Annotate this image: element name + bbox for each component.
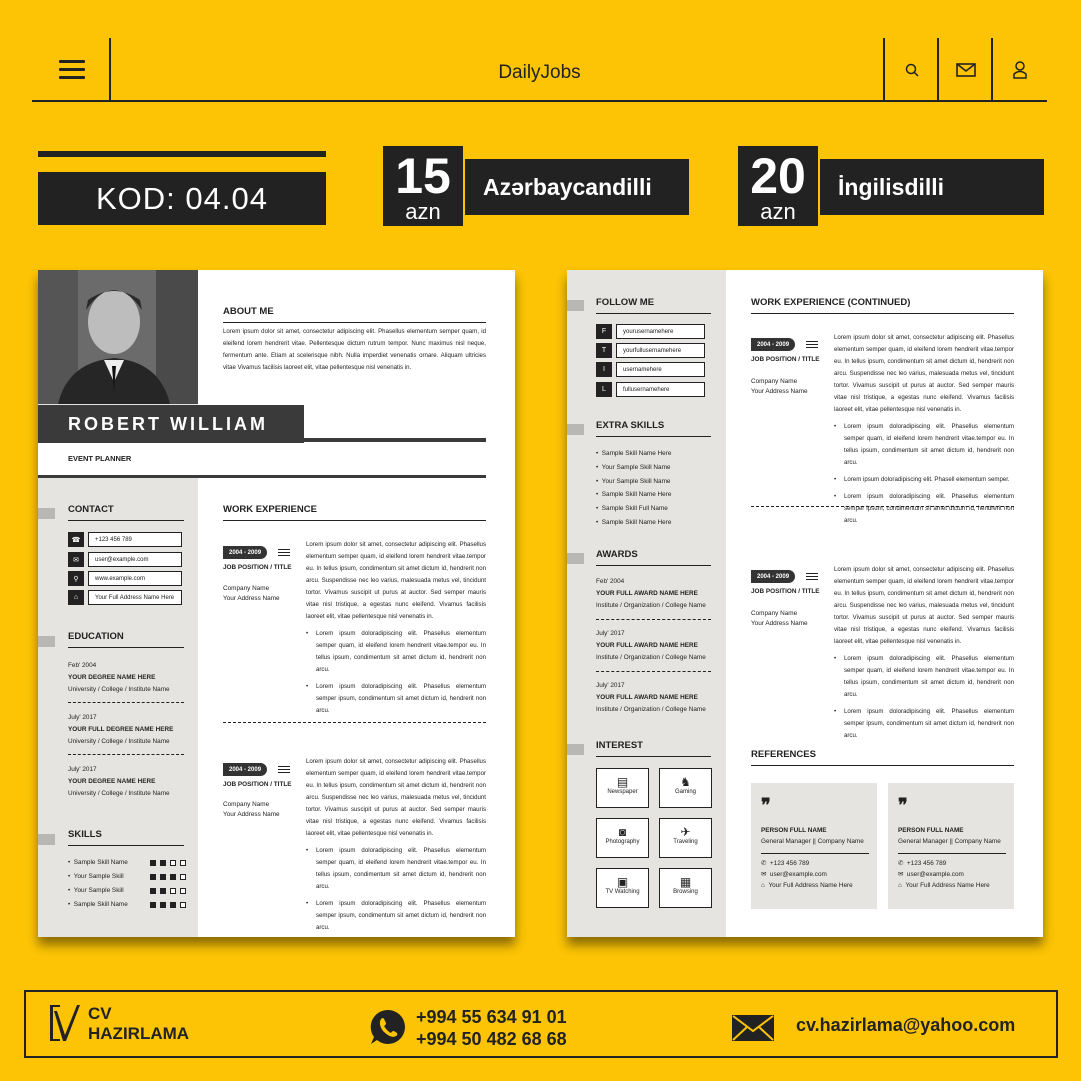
price-box-az	[383, 146, 463, 226]
profile-photo	[38, 270, 198, 404]
cv-name: ROBERT WILLIAM	[38, 405, 304, 443]
education-title: EDUCATION	[68, 631, 184, 648]
price-box-en	[738, 146, 818, 226]
skills-list: • Sample Skill Name • Your Sample Skill • Your Sample Skill • Sample Skill Name	[68, 856, 186, 912]
language-label-en: İngilisdilli	[820, 159, 1044, 215]
cv-logo-icon	[48, 1003, 82, 1048]
brand-title[interactable]: DailyJobs	[498, 62, 581, 83]
job-company: Company Name Your Address Name	[751, 378, 808, 395]
about-title: ABOUT ME	[223, 306, 486, 323]
job-description: Lorem ipsum dolor sit amet, consectetur adipiscing elit. Phasellus elementum semper quam, id eleifend lorem hendrerit vitae.tempor eu. In tellus ipsum, condimentum sit amet dictum id, hendrerit non arcu. Suspendisse nec leo varius, malesuada metus vel, tincidunt tortor. Vivamus suscipit ut purus at auctor. Sed semper mauris vitae nisl tristique, a egestas nunc eleifend. Vivamus facilisis laoreet elit, vitae pellentesque nisl venenatis in. • Lorem ipsum doloradipiscing elit. Phasellus elementum semper quam, id eleifend lorem hendrerit vitae.tempor eu. In tellus ipsum, condimentum sit amet dictum id, hendrerit non arcu. • Lorem ipsum doloradipiscing elit. Phasellus elementum semper ipsum, condimentum sit amet dictum id, hendrerit non arcu.	[834, 564, 1014, 742]
search-icon[interactable]	[885, 56, 939, 84]
camera-icon: ◙	[618, 825, 627, 839]
education-entry: Feb' 2004 YOUR DEGREE NAME HERE University / College / Institute Name	[68, 662, 170, 693]
tv-icon: ▣	[616, 875, 629, 889]
price-amount: 15	[395, 148, 451, 204]
interest-traveling: ✈ Traveling	[659, 818, 712, 858]
mail-icon[interactable]	[731, 1014, 775, 1047]
contact-website: ⚲ www.example.com	[68, 571, 182, 586]
skill-level	[150, 860, 186, 866]
award-entry: July' 2017 YOUR FULL AWARD NAME HERE Institute / Organization / College Name	[596, 682, 706, 713]
job-position: JOB POSITION / TITLE	[751, 356, 820, 363]
site-header	[32, 38, 1047, 102]
job-company: Company Name Your Address Name	[751, 610, 808, 627]
phone-icon: ☎	[68, 532, 84, 547]
references-title: REFERENCES	[751, 749, 1014, 766]
mail-icon[interactable]	[939, 56, 993, 84]
footer-email[interactable]: cv.hazirlama@yahoo.com	[796, 1015, 1016, 1035]
about-text: Lorem ipsum dolor sit amet, consectetur adipiscing elit. Phasellus elementum semper quam, id eleifend lorem hendrerit vitae. Pellentesque dictum rutrum tempor. Nunc maximus nisl neque, fermentum ante. Etiam at scelerisque nibh. Nulla imperdiet venenatis ornare. Aliquam ultricies vitae Vivamus facilisis laoreet elit, vitae pellentesque nisl venenatis in.	[223, 328, 486, 371]
education-entry: July' 2017 YOUR DEGREE NAME HERE University / College / Institute Name	[68, 766, 170, 797]
job-company: Company Name Your Address Name	[223, 585, 280, 602]
interest-newspaper: ▤ Newspaper	[596, 768, 649, 808]
contact-address: ⌂ Your Full Address Name Here	[68, 590, 182, 605]
phone-icon: ✆	[898, 860, 904, 867]
social-linkedin[interactable]: L fullusernamehere	[596, 382, 705, 397]
contact-phone: ☎ +123 456 789	[68, 532, 182, 547]
reference-card: ❞ PERSON FULL NAME General Manager || Company Name ✆ +123 456 789 ✉ user@example.com ⌂ Your Full Address Name Here	[751, 783, 877, 909]
whatsapp-icon[interactable]	[368, 1007, 408, 1052]
email-icon: ✉	[761, 871, 767, 878]
awards-title: AWARDS	[596, 549, 711, 566]
home-icon: ⌂	[68, 590, 84, 605]
job-dates: 2004 - 2009	[751, 570, 795, 583]
interest-tv: ▣ TV Watching	[596, 868, 649, 908]
code-label: KOD: 04.04	[38, 172, 326, 225]
job-description: Lorem ipsum dolor sit amet, consectetur adipiscing elit. Phasellus elementum semper quam, id eleifend lorem hendrerit vitae.tempor eu. In tellus ipsum, condimentum sit amet dictum id, hendrerit non arcu. Suspendisse nec leo varius, malesuada metus vel, tincidunt tortor. Vivamus suscipit ut purus at auctor. Sed semper mauris vitae nisl tristique, a egestas nunc eleifend. Vivamus facilisis laoreet elit, vitae pellentesque nisl venenatis in. • Lorem ipsum doloradipiscing elit. Phasellus elementum semper quam, id eleifend lorem hendrerit vitae.tempor eu. In tellus ipsum, condimentum sit amet dictum id, hendrerit non arcu. • Lorem ipsum doloradipiscing elit. Phasellus elementum semper ipsum, condimentum sit amet dictum id, hendrerit non arcu.	[306, 539, 486, 717]
newspaper-icon: ▤	[616, 775, 629, 789]
language-label-az: Azərbaycandilli	[465, 159, 689, 215]
gaming-icon: ♞	[680, 775, 691, 789]
quote-icon: ❞	[898, 795, 908, 815]
extra-skills-list: • Sample Skill Name Here • Your Sample Skill Name • Your Sample Skill Name • Sample Skill Name Here • Sample Skill Full Name • Sample Skill Name Here	[596, 450, 672, 526]
interest-browsing: ▦ Browsing	[659, 868, 712, 908]
travel-icon: ✈	[680, 825, 691, 839]
job-position: JOB POSITION / TITLE	[223, 564, 292, 571]
extra-skills-title: EXTRA SKILLS	[596, 420, 711, 437]
quote-icon: ❞	[761, 795, 771, 815]
footer-phones[interactable]: +994 55 634 91 01 +994 50 482 68 68	[416, 1007, 567, 1049]
price-currency: azn	[405, 199, 441, 224]
skills-title: SKILLS	[68, 829, 184, 846]
award-entry: July' 2017 YOUR FULL AWARD NAME HERE Institute / Organization / College Name	[596, 630, 706, 661]
email-icon: ✉	[898, 871, 904, 878]
skill-level	[150, 888, 186, 894]
job-dates: 2004 - 2009	[751, 338, 795, 351]
social-instagram[interactable]: I usernamehere	[596, 362, 705, 377]
follow-title: FOLLOW ME	[596, 297, 711, 314]
cv-page-1	[38, 270, 515, 937]
price-currency: azn	[760, 199, 796, 224]
job-position: JOB POSITION / TITLE	[223, 781, 292, 788]
job-position: JOB POSITION / TITLE	[751, 588, 820, 595]
education-entry: July' 2017 YOUR FULL DEGREE NAME HERE University / College / Institute Name	[68, 714, 174, 745]
browser-icon: ▦	[679, 875, 692, 889]
contact-email: ✉ user@example.com	[68, 552, 182, 567]
work-continued-title: WORK EXPERIENCE (CONTINUED)	[751, 297, 1014, 314]
interest-photography: ◙ Photography	[596, 818, 649, 858]
social-facebook[interactable]: F yourusernamehere	[596, 324, 705, 339]
user-icon[interactable]	[993, 56, 1047, 84]
cv-page-2	[567, 270, 1043, 937]
cv-role: EVENT PLANNER	[68, 454, 132, 463]
home-icon: ⌂	[761, 882, 765, 889]
skill-level	[150, 874, 186, 880]
contact-title: CONTACT	[68, 504, 184, 521]
code-accent-bar	[38, 151, 326, 157]
link-icon: ⚲	[68, 571, 84, 586]
award-entry: Feb' 2004 YOUR FULL AWARD NAME HERE Institute / Organization / College Name	[596, 578, 706, 609]
social-twitter[interactable]: T yourfullusernamehere	[596, 343, 705, 358]
job-description: Lorem ipsum dolor sit amet, consectetur adipiscing elit. Phasellus elementum semper quam, id eleifend lorem hendrerit vitae.tempor eu. In tellus ipsum, condimentum sit amet dictum id, hendrerit non arcu. Suspendisse nec leo varius, malesuada metus vel, tincidunt tortor. Vivamus suscipit ut purus at auctor. Sed semper mauris vitae nisl tristique, a egestas nunc eleifend. Vivamus facilisis laoreet elit, vitae pellentesque nisl venenatis in. • Lorem ipsum doloradipiscing elit. Phasellus elementum semper quam, id eleifend lorem hendrerit vitae.tempor eu. In tellus ipsum, condimentum sit amet dictum id, hendrerit non arcu. • Lorem ipsum doloradipiscing elit. Phasell elementum semper. • Lorem ipsum doloradipiscing elit. Phasellus elementum semper ipsum, condimentum sit amet dictum id, hendrerit non arcu.	[834, 332, 1014, 527]
phone-icon: ✆	[761, 860, 767, 867]
footer	[24, 990, 1058, 1058]
home-icon: ⌂	[898, 882, 902, 889]
email-icon: ✉	[68, 552, 84, 567]
interest-gaming: ♞ Gaming	[659, 768, 712, 808]
job-dates: 2004 - 2009	[223, 546, 267, 559]
job-description: Lorem ipsum dolor sit amet, consectetur adipiscing elit. Phasellus elementum semper quam, id eleifend lorem hendrerit vitae.tempor eu. In tellus ipsum, condimentum sit amet dictum id, hendrerit non arcu. Suspendisse nec leo varius, malesuada metus vel, tincidunt tortor. Vivamus suscipit ut purus at auctor. Sed semper mauris vitae nisl tristique, a egestas nunc eleifend. Vivamus facilisis laoreet elit, vitae pellentesque nisl venenatis in. • Lorem ipsum doloradipiscing elit. Phasellus elementum semper quam, id eleifend lorem hendrerit vitae.tempor eu. In tellus ipsum, condimentum sit amet dictum id, hendrerit non arcu. • Lorem ipsum doloradipiscing elit. Phasellus elementum semper ipsum, condimentum sit amet dictum id, hendrerit non arcu.	[306, 756, 486, 934]
interest-title: INTEREST	[596, 740, 711, 757]
skill-level	[150, 902, 186, 908]
price-amount: 20	[750, 148, 806, 204]
reference-card: ❞ PERSON FULL NAME General Manager || Company Name ✆ +123 456 789 ✉ user@example.com ⌂ Your Full Address Name Here	[888, 783, 1014, 909]
job-dates: 2004 - 2009	[223, 763, 267, 776]
work-title: WORK EXPERIENCE	[223, 504, 486, 521]
footer-brand: CV HAZIRLAMA	[88, 1004, 190, 1043]
job-company: Company Name Your Address Name	[223, 801, 280, 818]
